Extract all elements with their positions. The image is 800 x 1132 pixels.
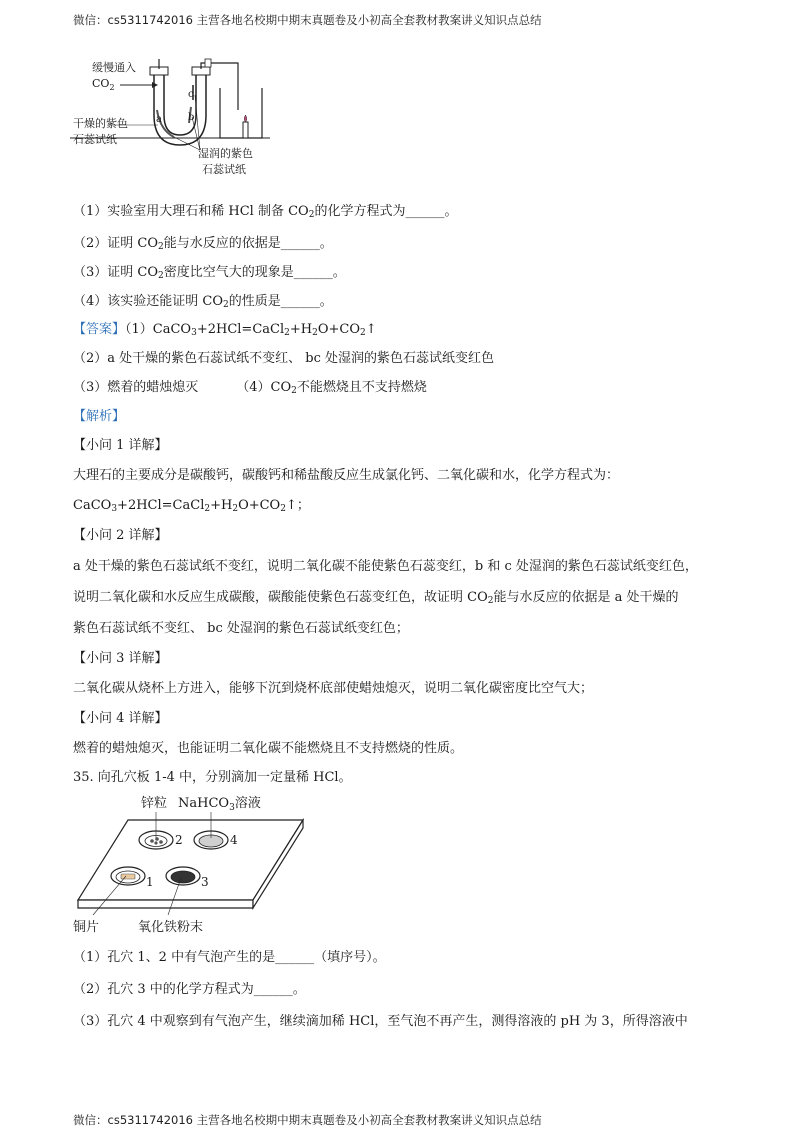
sub1-title: 【小问 1 详解】 <box>73 438 168 453</box>
q35-part3: （3）孔穴 4 中观察到有气泡产生，继续滴加稀 HCl，至气泡不再产生，测得溶液的 pH 为 3，所得溶液中 <box>73 1014 688 1029</box>
q34-part2: （2）证明 $CO_2$能与水反应的依据是______。 <box>73 236 333 252</box>
q34-part3: （3）证明 $CO_2$密度比空气大的现象是______。 <box>73 265 346 281</box>
analysis-label: 【解析】 <box>73 409 126 424</box>
well-1-number: 1 <box>146 875 154 889</box>
sub2-title: 【小问 2 详解】 <box>73 528 168 543</box>
wet-paper-label-1: 湿润的紫色 <box>198 147 253 160</box>
point-b-label: b <box>188 112 195 123</box>
well-2-number: 2 <box>175 833 183 847</box>
u-tube-apparatus-figure <box>70 55 290 183</box>
point-c-label: c <box>188 89 194 100</box>
sub2-line1: a 处干燥的紫色石蕊试纸不变红，说明二氧化碳不能使紫色石蕊变红，b 和 c 处湿润的紫色石蕊试纸变红色， <box>73 559 698 574</box>
inlet-co2-label: $CO_2$ <box>92 77 115 92</box>
dry-paper-label-2: 石蕊试纸 <box>73 133 117 146</box>
sub1-text: 大理石的主要成分是碳酸钙，碳酸钙和稀盐酸反应生成氯化钙、二氧化碳和水，化学方程式为： <box>73 468 620 483</box>
well-3-number: 3 <box>201 875 209 889</box>
sub1-equation: $CaCO_3+2HCl=CaCl_2+H_2O+CO_2↑$； <box>73 498 310 514</box>
sub2-line2: 说明二氧化碳和水反应生成碳酸，碳酸能使紫色石蕊变红色，故证明 $CO_2$能与水反应的依据是 a 处干燥的 <box>73 590 679 606</box>
copper-label: 铜片 <box>73 920 100 935</box>
sub3-title: 【小问 3 详解】 <box>73 651 168 666</box>
q35-part1: （1）孔穴 1、2 中有气泡产生的是______（填序号）。 <box>73 950 386 965</box>
zinc-label: 锌粒 <box>141 796 168 811</box>
dry-paper-label-1: 干燥的紫色 <box>73 117 128 130</box>
q35-part2: （2）孔穴 3 中的化学方程式为______。 <box>73 982 306 997</box>
point-a-label: a <box>156 114 162 125</box>
inlet-label: 缓慢通入 <box>92 61 136 74</box>
answer-line-2: （2）a 处干燥的紫色石蕊试纸不变红、 bc 处湿润的紫色石蕊试纸变红色 <box>73 351 495 366</box>
q34-part4: （4）该实验还能证明 $CO_2$的性质是______。 <box>73 294 333 310</box>
answer-label: 【答案】 <box>73 322 126 337</box>
q35-stem: 35. 向孔穴板 1-4 中，分别滴加一定量稀 HCl。 <box>73 770 352 785</box>
sub4-title: 【小问 4 详解】 <box>73 711 168 726</box>
page-footer: 微信：cs5311742016 主营各地名校期中期末真题卷及小初高全套教材教案讲义知识点总结 <box>73 1113 542 1127</box>
sub4-text: 燃着的蜡烛熄灭，也能证明二氧化碳不能燃烧且不支持燃烧的性质。 <box>73 741 464 756</box>
sub3-text: 二氧化碳从烧杯上方进入，能够下沉到烧杯底部使蜡烛熄灭，说明二氧化碳密度比空气大； <box>73 681 594 696</box>
well-4-number: 4 <box>230 833 238 847</box>
answer-line-3: （3）燃着的蜡烛熄灭 $(4)CO_2$不能燃烧且不支持燃烧 <box>73 380 427 396</box>
answer-line-1: 【答案】$(1)CaCO_3+2HCl=CaCl_2+H_2O+CO_2↑$ <box>73 322 377 338</box>
q34-part1: （1）实验室用大理石和稀 HCl 制备 $CO_2$的化学方程式为______。 <box>73 204 458 220</box>
iron-oxide-label: 氧化铁粉末 <box>138 920 204 935</box>
wet-paper-label-2: 石蕊试纸 <box>202 163 246 176</box>
page-header: 微信：cs5311742016 主营各地名校期中期末真题卷及小初高全套教材教案讲义知识点总结 <box>73 13 542 27</box>
sub2-line3: 紫色石蕊试纸不变红、 bc 处湿润的紫色石蕊试纸变红色； <box>73 621 409 636</box>
well-plate-figure <box>68 790 308 940</box>
nahco3-label: NaHCO$_3$溶液 <box>178 796 261 813</box>
